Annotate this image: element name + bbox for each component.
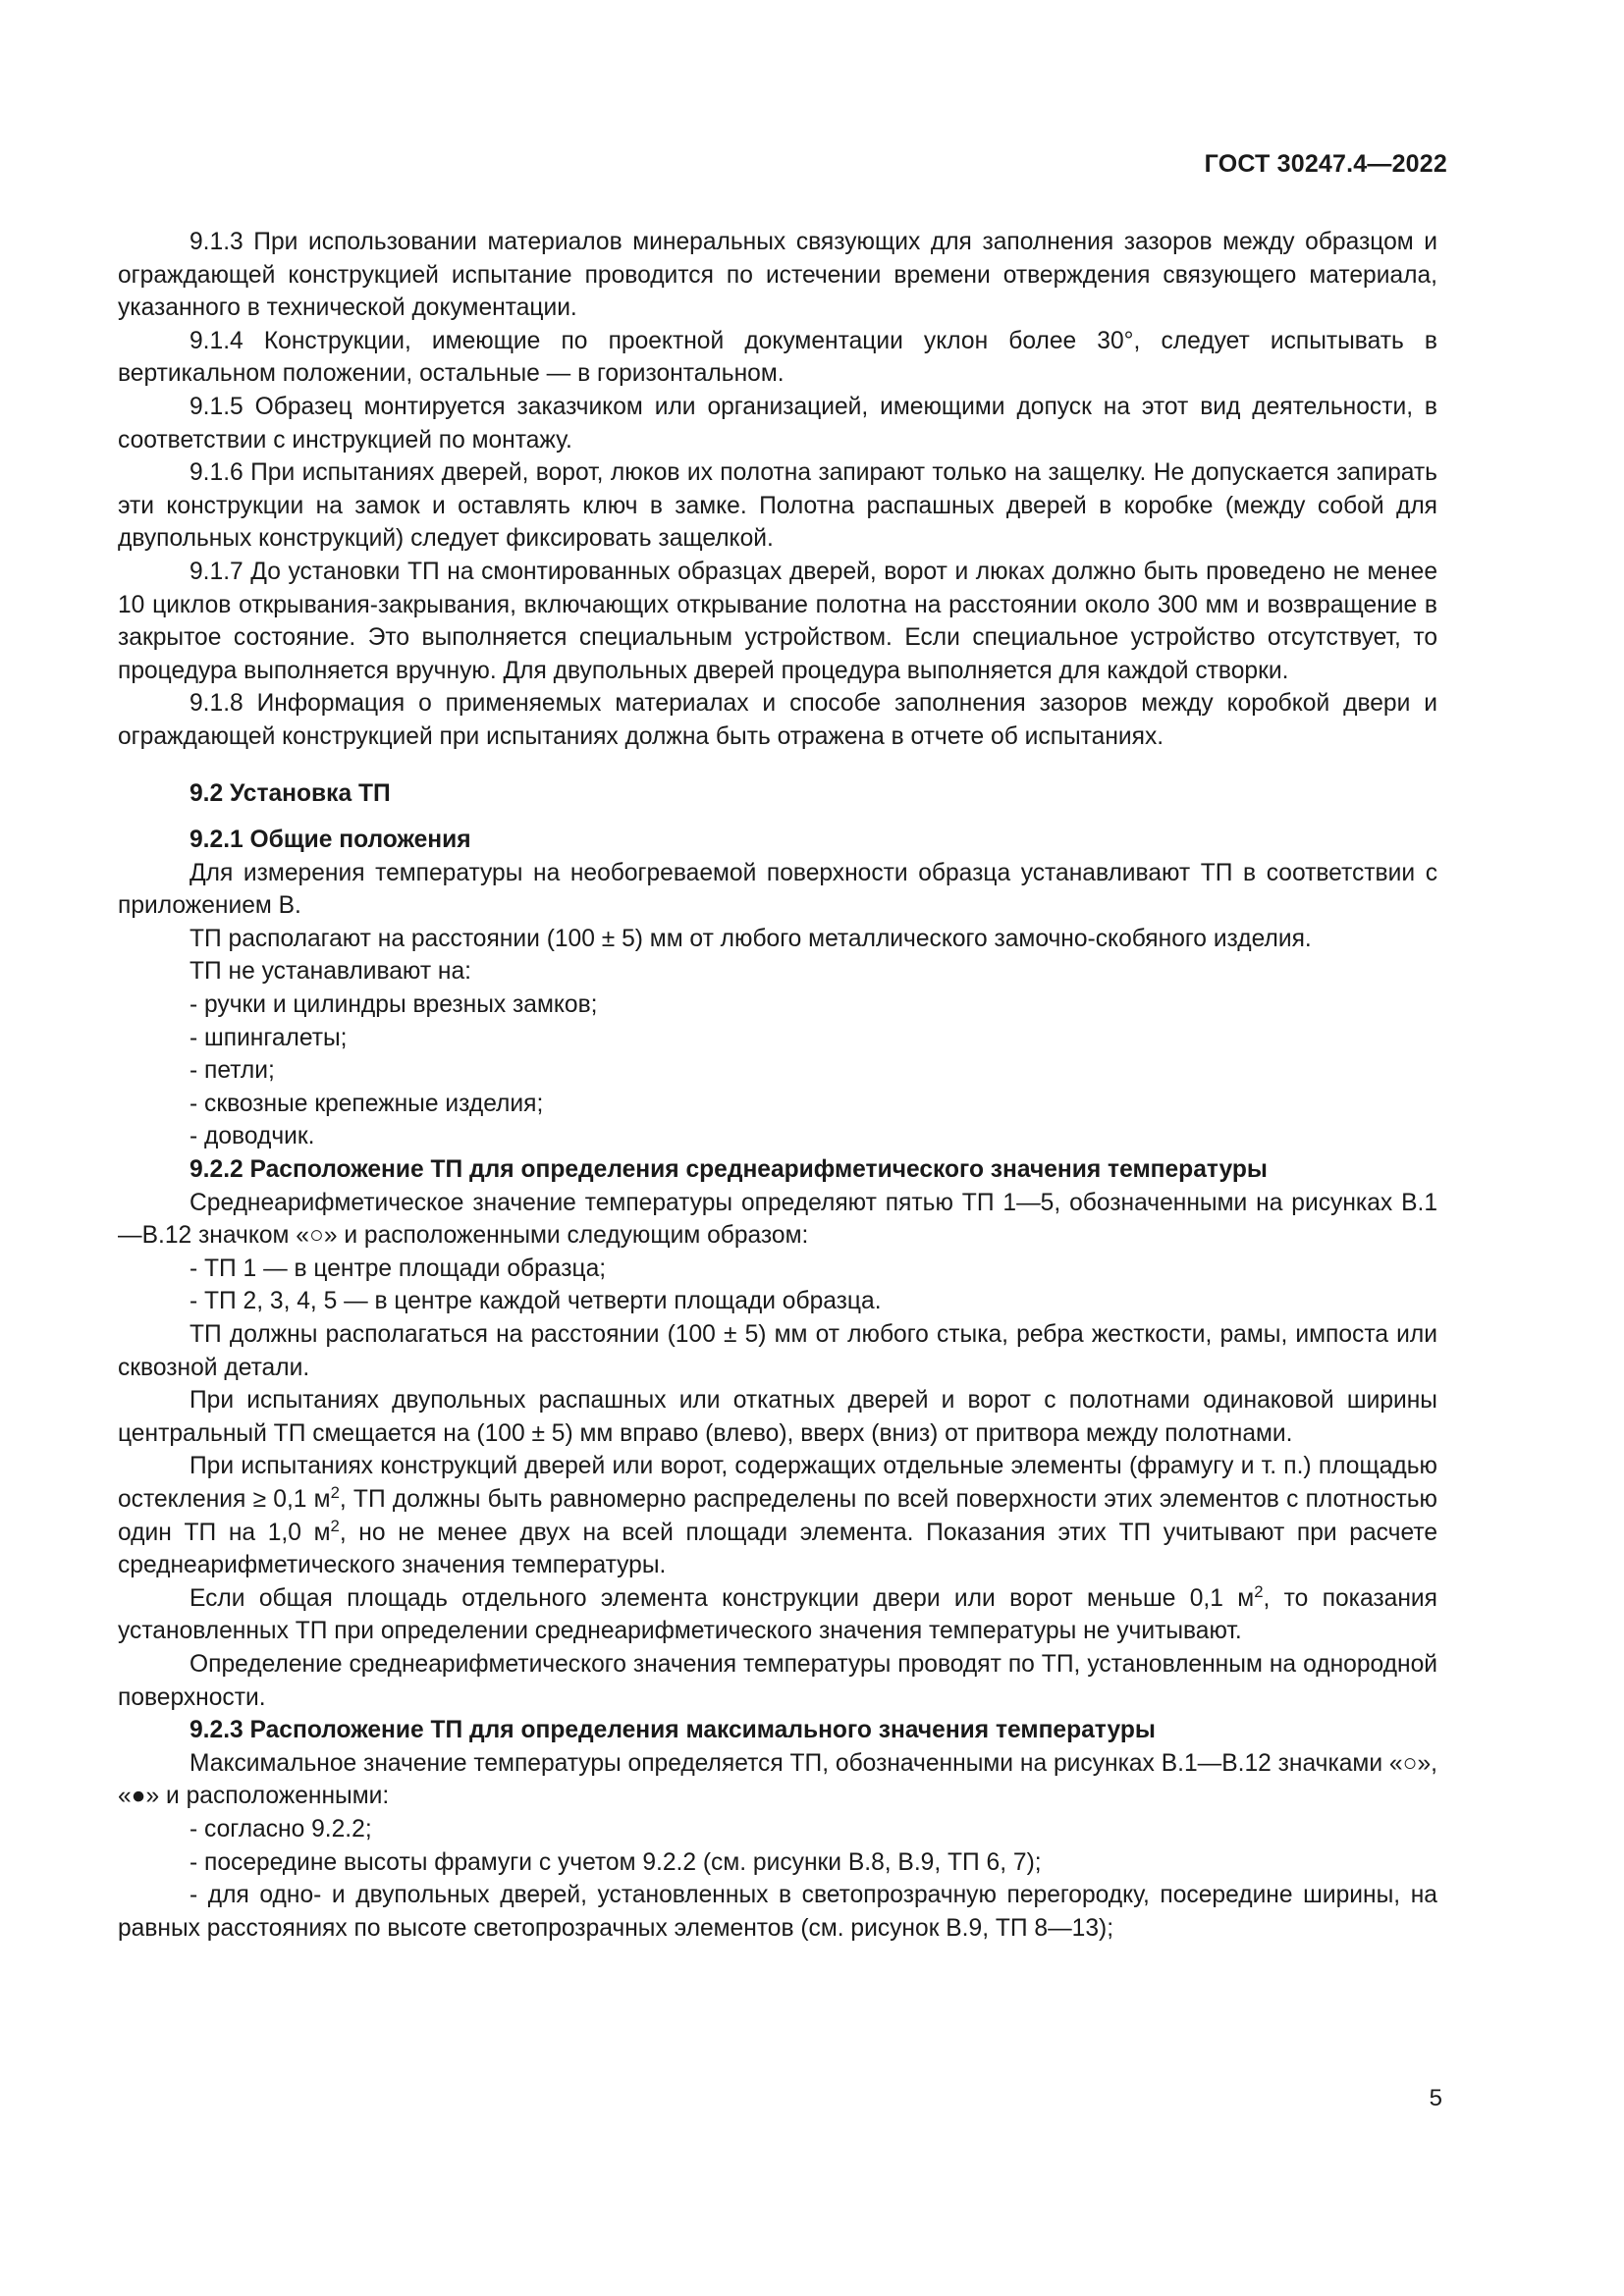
paragraph-9-2-1-c: ТП не устанавливают на: (189, 958, 472, 986)
subsection-heading-9-2-1: 9.2.1 Общие положения (189, 827, 471, 854)
paragraph-9-1-3: 9.1.3 При использовании материалов минеральных связующих для заполнения зазоров между образцом и ограждающей конструкцией испытание проводится по истечении времени отверждения связующего материала, указанного в технической документации. (118, 229, 1437, 322)
paragraph-9-2-1-b: ТП располагают на расстоянии (100 ± 5) мм от любого металлического замочно-скобяного изделия. (189, 925, 1312, 952)
text-run: , то показания установленных ТП при определении среднеарифметического значения температуры не учитывают. (118, 1584, 1437, 1645)
paragraph-9-2-2-a: Среднеарифметическое значение температуры определяют пятью ТП 1—5, обозначенными на рисунках В.1—В.12 значком «○» и расположенными следующим образом: (118, 1189, 1437, 1250)
list-item: - доводчик. (189, 1123, 315, 1150)
section-heading-9-2: 9.2 Установка ТП (189, 779, 391, 807)
paragraph-9-2-3-b: - для одно- и двупольных дверей, установленных в светопрозрачную перегородку, посередине ширины, на равных расстояниях по высоте светопрозрачных элементов (см. рисунок В.9, ТП 8—13); (118, 1882, 1437, 1942)
list-item: - петли; (189, 1057, 275, 1085)
paragraph-9-2-2-e (118, 1582, 1437, 1648)
paragraph-9-2-1-a: Для измерения температуры на необогреваемой поверхности образца устанавливают ТП в соответствии с приложением В. (118, 859, 1437, 920)
page-number: 5 (1429, 2085, 1442, 2111)
paragraph-9-1-4: 9.1.4 Конструкции, имеющие по проектной документации уклон более 30°, следует испытывать в вертикальном положении, остальные — в горизонтальном. (118, 327, 1437, 388)
list-item: - ТП 1 — в центре площади образца; (189, 1255, 607, 1282)
document-body (118, 226, 1437, 1945)
subsection-heading-9-2-3: 9.2.3 Расположение ТП для определения максимального значения температуры (189, 1717, 1156, 1744)
list-item: - сквозные крепежные изделия; (189, 1090, 544, 1117)
paragraph-9-1-6: 9.1.6 При испытаниях дверей, ворот, люков их полотна запирают только на защелку. Не допускается запирать эти конструкции на замок и оставлять ключ в замке. Полотна распашных дверей в коробке (между собой для двупольных конструкций) следует фиксировать защелкой. (118, 459, 1437, 553)
paragraph-9-2-3-a: Максимальное значение температуры определяется ТП, обозначенными на рисунках В.1—В.12 значками «○», «●» и расположенными: (118, 1749, 1437, 1810)
superscript: 2 (330, 1516, 340, 1535)
text-run: Если общая площадь отдельного элемента конструкции двери или ворот меньше 0,1 м (189, 1584, 1255, 1612)
superscript: 2 (1254, 1581, 1264, 1601)
text-run: , но не менее двух на всей площади элемента. Показания этих ТП учитывают при расчете среднеарифметического значения температуры. (118, 1519, 1437, 1579)
paragraph-9-2-2-f: Определение среднеарифметического значения температуры проводят по ТП, установленным на однородной поверхности. (118, 1650, 1437, 1711)
subsection-heading-9-2-2: 9.2.2 Расположение ТП для определения среднеарифметического значения температуры (189, 1156, 1268, 1184)
paragraph-9-1-5: 9.1.5 Образец монтируется заказчиком или организацией, имеющими допуск на этот вид деятельности, в соответствии с инструкцией по монтажу. (118, 393, 1437, 454)
text-run: , ТП должны быть равномерно распределены по всей поверхности этих элементов с плотностью один ТП на 1,0 м (118, 1485, 1438, 1546)
list-item: - шпингалеты; (189, 1024, 348, 1051)
list-item: - ручки и цилиндры врезных замков; (189, 991, 598, 1019)
list-item: - посередине высоты фрамуги с учетом 9.2.2 (см. рисунки В.8, В.9, ТП 6, 7); (189, 1848, 1042, 1876)
paragraph-9-2-2-b: ТП должны располагаться на расстоянии (100 ± 5) мм от любого стыка, ребра жесткости, рамы, импоста или сквозной детали. (118, 1321, 1437, 1381)
list-item: - ТП 2, 3, 4, 5 — в центре каждой четверти площади образца. (189, 1288, 882, 1315)
paragraph-9-1-7: 9.1.7 До установки ТП на смонтированных образцах дверей, ворот и люках должно быть проведено не менее 10 циклов открывания-закрывания, включающих открывание полотна на расстоянии около 300 мм и возвращение в закрытое состояние. Это выполняется специальным устройством. Если специальное устройство отсутствует, то процедура выполняется вручную. Для двупольных дверей процедура выполняется для каждой створки. (118, 558, 1437, 684)
paragraph-9-2-2-c: При испытаниях двупольных распашных или откатных дверей и ворот с полотнами одинаковой ширины центральный ТП смещается на (100 ± 5) мм вправо (влево), вверх (вниз) от притвора между полотнами. (118, 1387, 1437, 1447)
superscript: 2 (330, 1482, 340, 1502)
text-run: При испытаниях конструкций дверей или ворот, содержащих отдельные элементы (фрамугу и т. п.) площадью остекления ≥ 0,1 м (118, 1453, 1437, 1513)
paragraph-9-1-8: 9.1.8 Информация о применяемых материалах и способе заполнения зазоров между коробкой двери и ограждающей конструкцией при испытаниях должна быть отражена в отчете об испытаниях. (118, 690, 1437, 750)
document-id: ГОСТ 30247.4—2022 (1204, 150, 1447, 178)
list-item: - согласно 9.2.2; (189, 1815, 372, 1842)
paragraph-9-2-2-d (118, 1450, 1437, 1581)
